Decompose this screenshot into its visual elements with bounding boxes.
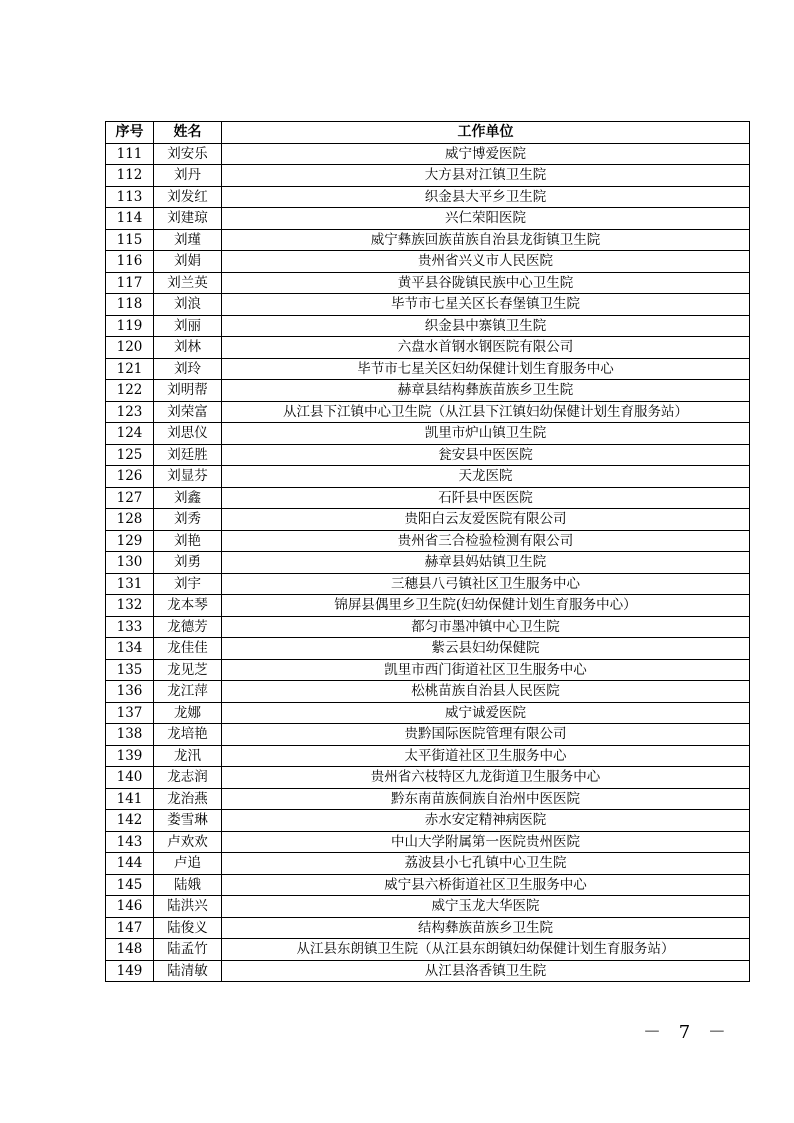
table-row [106, 509, 750, 531]
name-cell: 陆洪兴 [154, 896, 222, 918]
serial-number-cell: 143 [106, 831, 154, 853]
serial-number-cell: 126 [106, 466, 154, 488]
serial-number-cell: 128 [106, 509, 154, 531]
table-row [106, 165, 750, 187]
work-unit-cell: 从江县东朗镇卫生院（从江县东朗镇妇幼保健计划生育服务站） [222, 939, 750, 961]
serial-number-cell: 116 [106, 251, 154, 273]
table-row [106, 595, 750, 617]
name-cell: 陆清敏 [154, 960, 222, 982]
name-cell: 刘思仪 [154, 423, 222, 445]
work-unit-cell: 石阡县中医医院 [222, 487, 750, 509]
work-unit-cell: 毕节市七星关区长春堡镇卫生院 [222, 294, 750, 316]
table-row [106, 272, 750, 294]
table-row [106, 530, 750, 552]
table-body [106, 143, 750, 982]
name-cell: 陆孟竹 [154, 939, 222, 961]
name-cell: 刘丹 [154, 165, 222, 187]
work-unit-cell: 三穗县八弓镇社区卫生服务中心 [222, 573, 750, 595]
table-header-row [106, 122, 750, 144]
work-unit-cell: 太平街道社区卫生服务中心 [222, 745, 750, 767]
name-cell: 龙培艳 [154, 724, 222, 746]
table-row [106, 681, 750, 703]
table-row [106, 810, 750, 832]
name-cell: 刘浪 [154, 294, 222, 316]
name-cell: 刘鑫 [154, 487, 222, 509]
name-cell: 刘安乐 [154, 143, 222, 165]
work-unit-cell: 贵阳白云友爱医院有限公司 [222, 509, 750, 531]
work-unit-cell: 从江县洛香镇卫生院 [222, 960, 750, 982]
name-cell: 刘林 [154, 337, 222, 359]
name-cell: 刘宇 [154, 573, 222, 595]
name-cell: 刘娟 [154, 251, 222, 273]
name-cell: 刘瑾 [154, 229, 222, 251]
serial-number-cell: 118 [106, 294, 154, 316]
table-row [106, 294, 750, 316]
name-cell: 刘兰英 [154, 272, 222, 294]
table-row [106, 702, 750, 724]
serial-number-cell: 129 [106, 530, 154, 552]
header-name: 姓名 [154, 122, 222, 144]
serial-number-cell: 133 [106, 616, 154, 638]
serial-number-cell: 147 [106, 917, 154, 939]
work-unit-cell: 贵州省三合检验检测有限公司 [222, 530, 750, 552]
table-row [106, 724, 750, 746]
serial-number-cell: 135 [106, 659, 154, 681]
serial-number-cell: 138 [106, 724, 154, 746]
serial-number-cell: 113 [106, 186, 154, 208]
name-cell: 龙德芳 [154, 616, 222, 638]
header-work-unit: 工作单位 [222, 122, 750, 144]
table-row [106, 745, 750, 767]
table-row [106, 573, 750, 595]
table-row [106, 466, 750, 488]
table-row [106, 229, 750, 251]
table-row [106, 423, 750, 445]
table-row [106, 896, 750, 918]
work-unit-cell: 瓮安县中医医院 [222, 444, 750, 466]
work-unit-cell: 贵州省兴义市人民医院 [222, 251, 750, 273]
name-cell: 刘明帮 [154, 380, 222, 402]
name-cell: 龙见芝 [154, 659, 222, 681]
work-unit-cell: 织金县大平乡卫生院 [222, 186, 750, 208]
work-unit-cell: 六盘水首钢水钢医院有限公司 [222, 337, 750, 359]
name-cell: 刘艳 [154, 530, 222, 552]
serial-number-cell: 134 [106, 638, 154, 660]
work-unit-cell: 紫云县妇幼保健院 [222, 638, 750, 660]
name-cell: 陆俊义 [154, 917, 222, 939]
work-unit-cell: 结构彝族苗族乡卫生院 [222, 917, 750, 939]
table-row [106, 487, 750, 509]
serial-number-cell: 139 [106, 745, 154, 767]
table-row [106, 638, 750, 660]
table-row [106, 380, 750, 402]
work-unit-cell: 威宁玉龙大华医院 [222, 896, 750, 918]
name-cell: 龙治燕 [154, 788, 222, 810]
work-unit-cell: 黄平县谷陇镇民族中心卫生院 [222, 272, 750, 294]
name-cell: 龙娜 [154, 702, 222, 724]
work-unit-cell: 毕节市七星关区妇幼保健计划生育服务中心 [222, 358, 750, 380]
serial-number-cell: 115 [106, 229, 154, 251]
table-row [106, 552, 750, 574]
name-cell: 刘廷胜 [154, 444, 222, 466]
name-cell: 龙本琴 [154, 595, 222, 617]
work-unit-cell: 从江县下江镇中心卫生院（从江县下江镇妇幼保健计划生育服务站） [222, 401, 750, 423]
serial-number-cell: 140 [106, 767, 154, 789]
serial-number-cell: 130 [106, 552, 154, 574]
table-row [106, 401, 750, 423]
serial-number-cell: 142 [106, 810, 154, 832]
work-unit-cell: 大方县对江镇卫生院 [222, 165, 750, 187]
work-unit-cell: 赫章县结构彝族苗族乡卫生院 [222, 380, 750, 402]
table-row [106, 444, 750, 466]
work-unit-cell: 赫章县妈姑镇卫生院 [222, 552, 750, 574]
name-cell: 刘显芬 [154, 466, 222, 488]
name-cell: 龙佳佳 [154, 638, 222, 660]
serial-number-cell: 121 [106, 358, 154, 380]
serial-number-cell: 132 [106, 595, 154, 617]
serial-number-cell: 125 [106, 444, 154, 466]
header-serial-number: 序号 [106, 122, 154, 144]
name-cell: 娄雪琳 [154, 810, 222, 832]
work-unit-cell: 松桃苗族自治县人民医院 [222, 681, 750, 703]
table-row [106, 917, 750, 939]
serial-number-cell: 124 [106, 423, 154, 445]
serial-number-cell: 149 [106, 960, 154, 982]
work-unit-cell: 黔东南苗族侗族自治州中医医院 [222, 788, 750, 810]
serial-number-cell: 127 [106, 487, 154, 509]
personnel-table [105, 121, 750, 982]
work-unit-cell: 威宁博爱医院 [222, 143, 750, 165]
work-unit-cell: 赤水安定精神病医院 [222, 810, 750, 832]
name-cell: 刘勇 [154, 552, 222, 574]
table-row [106, 208, 750, 230]
serial-number-cell: 131 [106, 573, 154, 595]
name-cell: 刘秀 [154, 509, 222, 531]
work-unit-cell: 都匀市墨冲镇中心卫生院 [222, 616, 750, 638]
table-row [106, 960, 750, 982]
work-unit-cell: 凯里市炉山镇卫生院 [222, 423, 750, 445]
serial-number-cell: 144 [106, 853, 154, 875]
serial-number-cell: 148 [106, 939, 154, 961]
name-cell: 卢追 [154, 853, 222, 875]
serial-number-cell: 146 [106, 896, 154, 918]
name-cell: 刘建琼 [154, 208, 222, 230]
name-cell: 陆娥 [154, 874, 222, 896]
page-number: － 7 － [643, 1022, 732, 1043]
table-row [106, 659, 750, 681]
name-cell: 龙汛 [154, 745, 222, 767]
serial-number-cell: 141 [106, 788, 154, 810]
serial-number-cell: 119 [106, 315, 154, 337]
serial-number-cell: 145 [106, 874, 154, 896]
table-row [106, 939, 750, 961]
name-cell: 刘丽 [154, 315, 222, 337]
work-unit-cell: 威宁县六桥街道社区卫生服务中心 [222, 874, 750, 896]
table-row [106, 186, 750, 208]
serial-number-cell: 117 [106, 272, 154, 294]
work-unit-cell: 锦屏县偶里乡卫生院(妇幼保健计划生育服务中心） [222, 595, 750, 617]
table-row [106, 315, 750, 337]
table-row [106, 874, 750, 896]
name-cell: 刘发红 [154, 186, 222, 208]
work-unit-cell: 织金县中寨镇卫生院 [222, 315, 750, 337]
table-row [106, 853, 750, 875]
work-unit-cell: 荔波县小七孔镇中心卫生院 [222, 853, 750, 875]
work-unit-cell: 威宁彝族回族苗族自治县龙街镇卫生院 [222, 229, 750, 251]
name-cell: 刘玲 [154, 358, 222, 380]
serial-number-cell: 112 [106, 165, 154, 187]
work-unit-cell: 天龙医院 [222, 466, 750, 488]
table-row [106, 143, 750, 165]
work-unit-cell: 威宁诚爱医院 [222, 702, 750, 724]
table-row [106, 831, 750, 853]
work-unit-cell: 贵黔国际医院管理有限公司 [222, 724, 750, 746]
name-cell: 刘荣富 [154, 401, 222, 423]
work-unit-cell: 中山大学附属第一医院贵州医院 [222, 831, 750, 853]
table-row [106, 767, 750, 789]
serial-number-cell: 120 [106, 337, 154, 359]
work-unit-cell: 兴仁荣阳医院 [222, 208, 750, 230]
serial-number-cell: 136 [106, 681, 154, 703]
name-cell: 龙志润 [154, 767, 222, 789]
name-cell: 卢欢欢 [154, 831, 222, 853]
table-row [106, 358, 750, 380]
serial-number-cell: 114 [106, 208, 154, 230]
serial-number-cell: 122 [106, 380, 154, 402]
work-unit-cell: 贵州省六枝特区九龙街道卫生服务中心 [222, 767, 750, 789]
table-row [106, 788, 750, 810]
name-cell: 龙江萍 [154, 681, 222, 703]
serial-number-cell: 111 [106, 143, 154, 165]
table-row [106, 616, 750, 638]
work-unit-cell: 凯里市西门街道社区卫生服务中心 [222, 659, 750, 681]
serial-number-cell: 137 [106, 702, 154, 724]
table-row [106, 337, 750, 359]
serial-number-cell: 123 [106, 401, 154, 423]
table-row [106, 251, 750, 273]
